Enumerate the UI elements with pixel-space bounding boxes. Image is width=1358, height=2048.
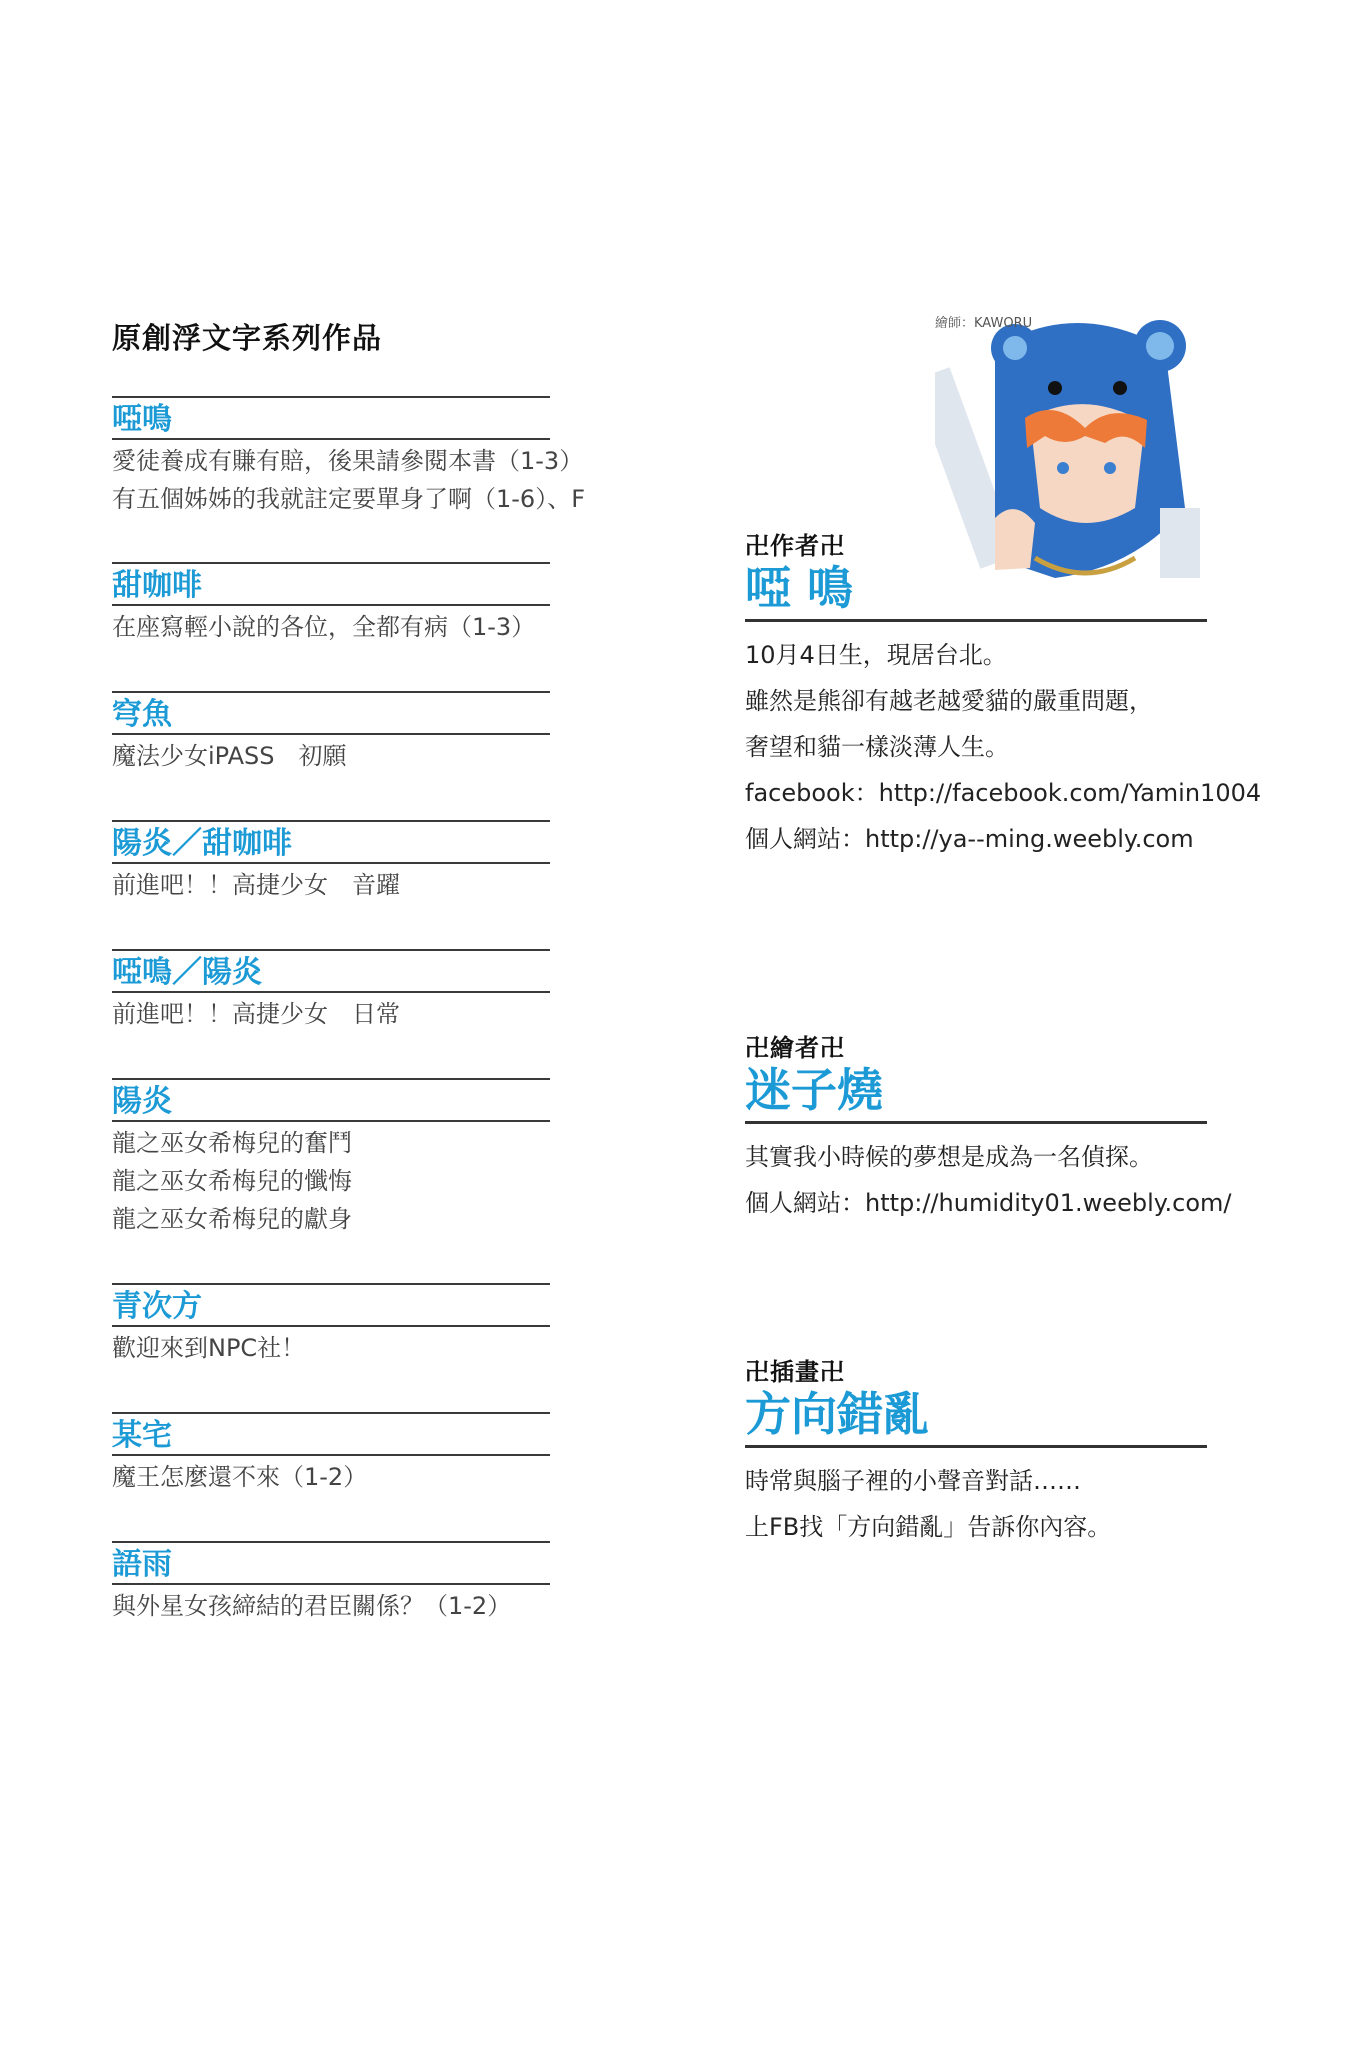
work-author: 穹魚: [112, 691, 550, 735]
work-author: 青次方: [112, 1283, 550, 1327]
illustrator-name: 迷子燒: [745, 1063, 1207, 1124]
work-author: 啞鳴: [112, 396, 550, 440]
work-entry: [112, 1412, 652, 1541]
work-title: 前進吧！！高捷少女 日常: [112, 1000, 400, 1028]
work-author: 甜咖啡: [112, 562, 550, 606]
info-line: 個人網站：http://ya--ming.weebly.com: [745, 825, 1194, 853]
author-role: 卍作者卍: [745, 532, 845, 560]
work-entry: [112, 1283, 652, 1412]
work-author: 陽炎: [112, 1078, 550, 1122]
work-title: 龍之巫女希梅兒的獻身: [112, 1205, 352, 1233]
info-line: facebook：http://facebook.com/Yamin1004: [745, 779, 1262, 807]
work-author: 某宅: [112, 1412, 550, 1456]
insert-illustrator-block: [745, 1352, 1205, 1550]
work-author: 啞鳴／陽炎: [112, 949, 550, 993]
work-title: 在座寫輕小說的各位，全都有病（1-3）: [112, 613, 536, 641]
work-entry: [112, 562, 652, 691]
insert-info: [745, 1458, 1205, 1550]
work-entry: [112, 691, 652, 820]
author-name: 啞 鳴: [745, 561, 1207, 622]
work-title: 有五個姊姊的我就註定要單身了啊（1-6）、F: [112, 485, 586, 513]
works-list: [112, 396, 652, 1641]
work-entry: [112, 396, 652, 562]
info-line: 10月4日生，現居台北。: [745, 641, 1007, 669]
info-line: 個人網站：http://humidity01.weebly.com/: [745, 1189, 1232, 1217]
illustrator-info: [745, 1134, 1232, 1226]
work-author: 陽炎／甜咖啡: [112, 820, 550, 864]
work-entry: [112, 949, 652, 1078]
series-heading: 原創浮文字系列作品: [112, 321, 383, 355]
work-title: 前進吧！！高捷少女 音躍: [112, 871, 400, 899]
work-title: 龍之巫女希梅兒的懺悔: [112, 1167, 352, 1195]
work-title: 歡迎來到NPC社！: [112, 1334, 306, 1362]
work-title: 龍之巫女希梅兒的奮鬥: [112, 1129, 352, 1157]
illustrator-block: [745, 1028, 1232, 1226]
info-line: 時常與腦子裡的小聲音對話……: [745, 1467, 1081, 1495]
author-block: [745, 526, 1262, 862]
work-title: 與外星女孩締結的君臣關係？（1-2）: [112, 1592, 512, 1620]
info-line: 雖然是熊卻有越老越愛貓的嚴重問題，: [745, 687, 1153, 715]
work-author: 語雨: [112, 1541, 550, 1585]
work-entry: [112, 1078, 652, 1283]
work-title: 魔王怎麼還不來（1-2）: [112, 1463, 368, 1491]
work-entry: [112, 1541, 652, 1641]
author-info: [745, 632, 1262, 862]
insert-name: 方向錯亂: [745, 1387, 1207, 1448]
work-title: 愛徒養成有賺有賠，後果請參閱本書（1-3）: [112, 447, 584, 475]
work-title: 魔法少女iPASS 初願: [112, 742, 347, 770]
illustrator-role: 卍繪者卍: [745, 1034, 845, 1062]
work-entry: [112, 820, 652, 949]
info-line: 奢望和貓一樣淡薄人生。: [745, 733, 1009, 761]
info-line: 上FB找「方向錯亂」告訴你內容。: [745, 1513, 1112, 1541]
info-line: 其實我小時候的夢想是成為一名偵探。: [745, 1143, 1153, 1171]
illustration-credit: 繪師：KAWORU: [935, 316, 1033, 331]
insert-role: 卍插畫卍: [745, 1358, 845, 1386]
